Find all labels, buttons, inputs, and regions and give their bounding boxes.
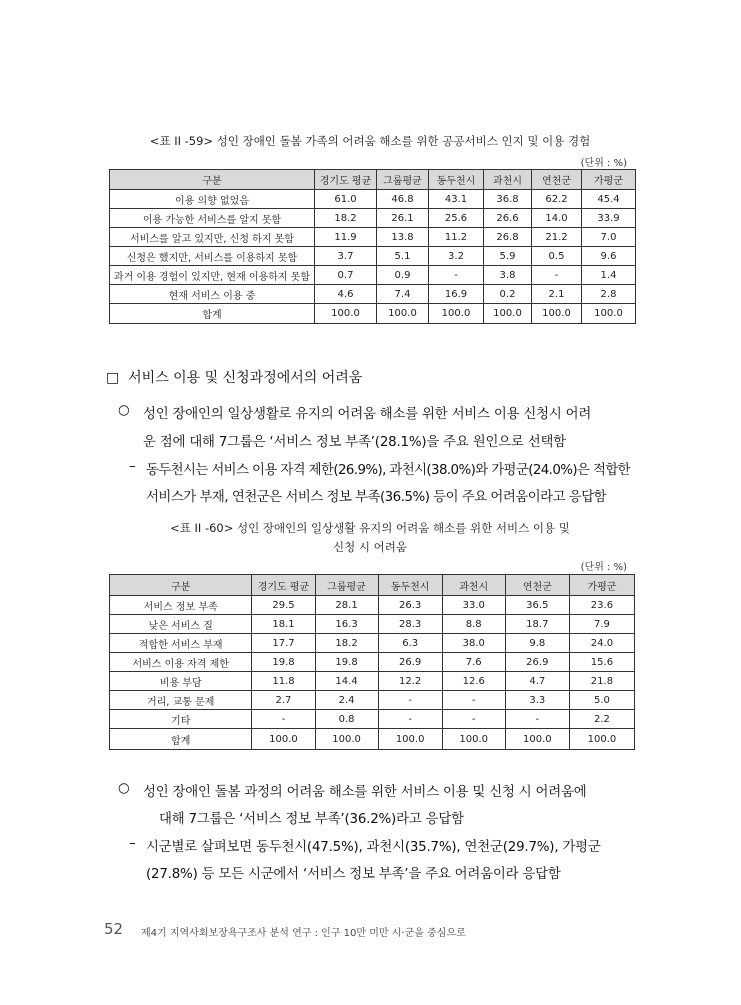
table-row xyxy=(110,596,635,615)
cell: 61.0 xyxy=(315,190,377,209)
cell: 36.5 xyxy=(505,596,569,615)
cell: 38.0 xyxy=(442,634,505,653)
cell: 28.1 xyxy=(315,596,378,615)
table2 xyxy=(109,574,635,750)
dash-text-line: 시군별로 살펴보면 동두천시(47.5%), 과천시(35.7%), 연천군(29.7%), 가평군 xyxy=(146,840,601,855)
row-label: 현재 서비스 이용 중 xyxy=(110,285,315,304)
cell: 0.8 xyxy=(315,710,378,729)
cell: 2.4 xyxy=(315,691,378,710)
table-row xyxy=(110,266,636,285)
row-label: 서비스 이용 자격 제한 xyxy=(110,653,252,672)
cell: 100.0 xyxy=(378,729,442,750)
row-label: 비용 부담 xyxy=(110,672,252,691)
table2-header-dongducheon: 동두천시 xyxy=(378,575,442,596)
cell: 33.0 xyxy=(442,596,505,615)
cell: 4.6 xyxy=(315,285,377,304)
cell: 43.1 xyxy=(429,190,484,209)
cell: 16.3 xyxy=(315,615,378,634)
table-row xyxy=(110,710,635,729)
bullet-text-line: 대해 7그룹은 ‘서비스 정보 부족’(36.2%)라고 응답함 xyxy=(159,812,464,827)
dash-marker: – xyxy=(129,459,136,474)
table1-header-group-avg: 그룹평균 xyxy=(377,170,429,190)
cell: 14.4 xyxy=(315,672,378,691)
cell: 100.0 xyxy=(377,304,429,324)
row-label: 합계 xyxy=(110,304,315,324)
cell: 0.7 xyxy=(315,266,377,285)
cell: 9.6 xyxy=(582,247,636,266)
cell: 45.4 xyxy=(582,190,636,209)
table-row xyxy=(110,672,635,691)
cell: 8.8 xyxy=(442,615,505,634)
bullet-text-line: 성인 장애인 돌봄 과정의 어려움 해소를 위한 서비스 이용 및 신청 시 어려움에 xyxy=(143,785,587,800)
row-label: 이용 의향 없었음 xyxy=(110,190,315,209)
cell: 26.9 xyxy=(378,653,442,672)
cell: 100.0 xyxy=(532,304,582,324)
square-bullet-icon: □ xyxy=(106,370,120,386)
table1-header-gapyeong: 가평군 xyxy=(582,170,636,190)
table-row xyxy=(110,247,636,266)
dash-text-line: 동두천시는 서비스 이용 자격 제한(26.9%), 과천시(38.0%)와 가평군(24.0%)은 적합한 xyxy=(146,463,630,478)
table-row xyxy=(110,615,635,634)
table1-header-yeoncheon: 연천군 xyxy=(532,170,582,190)
cell: 17.7 xyxy=(252,634,315,653)
row-label: 거리, 교통 문제 xyxy=(110,691,252,710)
table-row xyxy=(110,285,636,304)
cell: 18.2 xyxy=(315,209,377,228)
row-label: 기타 xyxy=(110,710,252,729)
cell: 100.0 xyxy=(582,304,636,324)
cell: 46.8 xyxy=(377,190,429,209)
cell: 21.2 xyxy=(532,228,582,247)
cell: 6.3 xyxy=(378,634,442,653)
cell: 100.0 xyxy=(315,304,377,324)
cell: 36.8 xyxy=(484,190,532,209)
cell: 18.7 xyxy=(505,615,569,634)
table1-unit: (단위 : %) xyxy=(580,158,627,169)
cell: 4.7 xyxy=(505,672,569,691)
cell: 24.0 xyxy=(569,634,634,653)
section-heading-text: 서비스 이용 및 신청과정에서의 어려움 xyxy=(128,370,363,386)
table-row xyxy=(110,209,636,228)
cell: 19.8 xyxy=(315,653,378,672)
page-number: 52 xyxy=(104,920,124,938)
cell: 19.8 xyxy=(252,653,315,672)
cell: 21.8 xyxy=(569,672,634,691)
cell: 23.6 xyxy=(569,596,634,615)
cell: 14.0 xyxy=(532,209,582,228)
cell: 3.3 xyxy=(505,691,569,710)
cell: 25.6 xyxy=(429,209,484,228)
cell: 29.5 xyxy=(252,596,315,615)
cell: 7.6 xyxy=(442,653,505,672)
cell: 100.0 xyxy=(429,304,484,324)
cell: 15.6 xyxy=(569,653,634,672)
cell: - xyxy=(378,710,442,729)
table1-header-dongducheon: 동두천시 xyxy=(429,170,484,190)
row-label: 낮은 서비스 질 xyxy=(110,615,252,634)
cell: 28.3 xyxy=(378,615,442,634)
cell: 7.4 xyxy=(377,285,429,304)
table2-caption-line1: <표 II -60> 성인 장애인의 일상생활 유지의 어려움 해소를 위한 서비스 이용 및 xyxy=(170,521,570,535)
cell: 11.9 xyxy=(315,228,377,247)
bullet-marker: ○ xyxy=(118,403,130,418)
running-title: 제4기 지역사회보장욕구조사 분석 연구 : 인구 10만 미만 시·군을 중심으로 xyxy=(141,928,466,939)
dash-text-line: 서비스가 부재, 연천군은 서비스 정보 부족(36.5%) 등이 주요 어려움이라고 응답함 xyxy=(146,490,607,505)
table1-caption: <표 II -59> 성인 장애인 돌봄 가족의 어려움 해소를 위한 공공서비스 인지 및 이용 경험 xyxy=(149,134,591,148)
bullet-marker: ○ xyxy=(118,781,130,796)
row-label: 합계 xyxy=(110,729,252,750)
cell: 0.5 xyxy=(532,247,582,266)
table-row xyxy=(110,634,635,653)
cell: 100.0 xyxy=(252,729,315,750)
cell: 7.9 xyxy=(569,615,634,634)
cell: - xyxy=(505,710,569,729)
table2-caption-line2: 신청 시 어려움 xyxy=(333,540,407,554)
cell: 5.1 xyxy=(377,247,429,266)
cell: - xyxy=(532,266,582,285)
row-label: 서비스를 알고 있지만, 신청 하지 못함 xyxy=(110,228,315,247)
cell: 100.0 xyxy=(569,729,634,750)
table2-caption xyxy=(105,520,635,555)
bullet-text-line: 성인 장애인의 일상생활로 유지의 어려움 해소를 위한 서비스 이용 신청시 어려 xyxy=(143,407,592,422)
cell: 7.0 xyxy=(582,228,636,247)
cell: 13.8 xyxy=(377,228,429,247)
cell: 11.2 xyxy=(429,228,484,247)
row-label: 이용 가능한 서비스를 알지 못함 xyxy=(110,209,315,228)
cell: 26.3 xyxy=(378,596,442,615)
dash-marker: – xyxy=(129,836,136,851)
cell: 26.1 xyxy=(377,209,429,228)
dash-text-line: (27.8%) 등 모든 시군에서 ‘서비스 정보 부족’을 주요 어려움이라 응답함 xyxy=(146,867,561,882)
row-label: 신청은 했지만, 서비스를 이용하지 못함 xyxy=(110,247,315,266)
cell: 100.0 xyxy=(442,729,505,750)
cell: 12.6 xyxy=(442,672,505,691)
table2-header-group-avg: 그룹평균 xyxy=(315,575,378,596)
table1 xyxy=(109,169,636,324)
cell: 0.2 xyxy=(484,285,532,304)
cell: 1.4 xyxy=(582,266,636,285)
table2-unit: (단위 : %) xyxy=(580,562,627,573)
table-row xyxy=(110,691,635,710)
cell: 33.9 xyxy=(582,209,636,228)
cell: - xyxy=(442,710,505,729)
cell: 62.2 xyxy=(532,190,582,209)
cell: 100.0 xyxy=(315,729,378,750)
row-label: 적합한 서비스 부재 xyxy=(110,634,252,653)
cell: - xyxy=(252,710,315,729)
section-heading xyxy=(106,367,362,387)
table-total-row xyxy=(110,304,636,324)
cell: 12.2 xyxy=(378,672,442,691)
cell: 5.9 xyxy=(484,247,532,266)
cell: 26.6 xyxy=(484,209,532,228)
cell: 3.2 xyxy=(429,247,484,266)
table1-header-gyeonggi-avg: 경기도 평균 xyxy=(315,170,377,190)
cell: 9.8 xyxy=(505,634,569,653)
table-total-row xyxy=(110,729,635,750)
row-label: 서비스 정보 부족 xyxy=(110,596,252,615)
cell: 100.0 xyxy=(505,729,569,750)
table-row xyxy=(110,653,635,672)
cell: 3.8 xyxy=(484,266,532,285)
cell: - xyxy=(429,266,484,285)
table2-header-yeoncheon: 연천군 xyxy=(505,575,569,596)
cell: 18.2 xyxy=(315,634,378,653)
cell: 3.7 xyxy=(315,247,377,266)
cell: 0.9 xyxy=(377,266,429,285)
row-label: 과거 이용 경험이 있지만, 현재 이용하지 못함 xyxy=(110,266,315,285)
cell: 26.9 xyxy=(505,653,569,672)
table-row xyxy=(110,228,636,247)
table1-header-category: 구분 xyxy=(110,170,315,190)
table2-header-gyeonggi-avg: 경기도 평균 xyxy=(252,575,315,596)
table2-header-category: 구분 xyxy=(110,575,252,596)
cell: 100.0 xyxy=(484,304,532,324)
table-row xyxy=(110,190,636,209)
cell: 5.0 xyxy=(569,691,634,710)
cell: 18.1 xyxy=(252,615,315,634)
cell: 26.8 xyxy=(484,228,532,247)
table2-header-gwacheon: 과천시 xyxy=(442,575,505,596)
cell: 2.7 xyxy=(252,691,315,710)
cell: 16.9 xyxy=(429,285,484,304)
bullet-text-line: 운 점에 대해 7그룹은 ‘서비스 정보 부족’(28.1%)을 주요 원인으로 선택함 xyxy=(143,435,566,450)
cell: - xyxy=(442,691,505,710)
cell: 11.8 xyxy=(252,672,315,691)
table1-header-gwacheon: 과천시 xyxy=(484,170,532,190)
cell: 2.2 xyxy=(569,710,634,729)
cell: 2.1 xyxy=(532,285,582,304)
table2-header-gapyeong: 가평군 xyxy=(569,575,634,596)
cell: 2.8 xyxy=(582,285,636,304)
cell: - xyxy=(378,691,442,710)
